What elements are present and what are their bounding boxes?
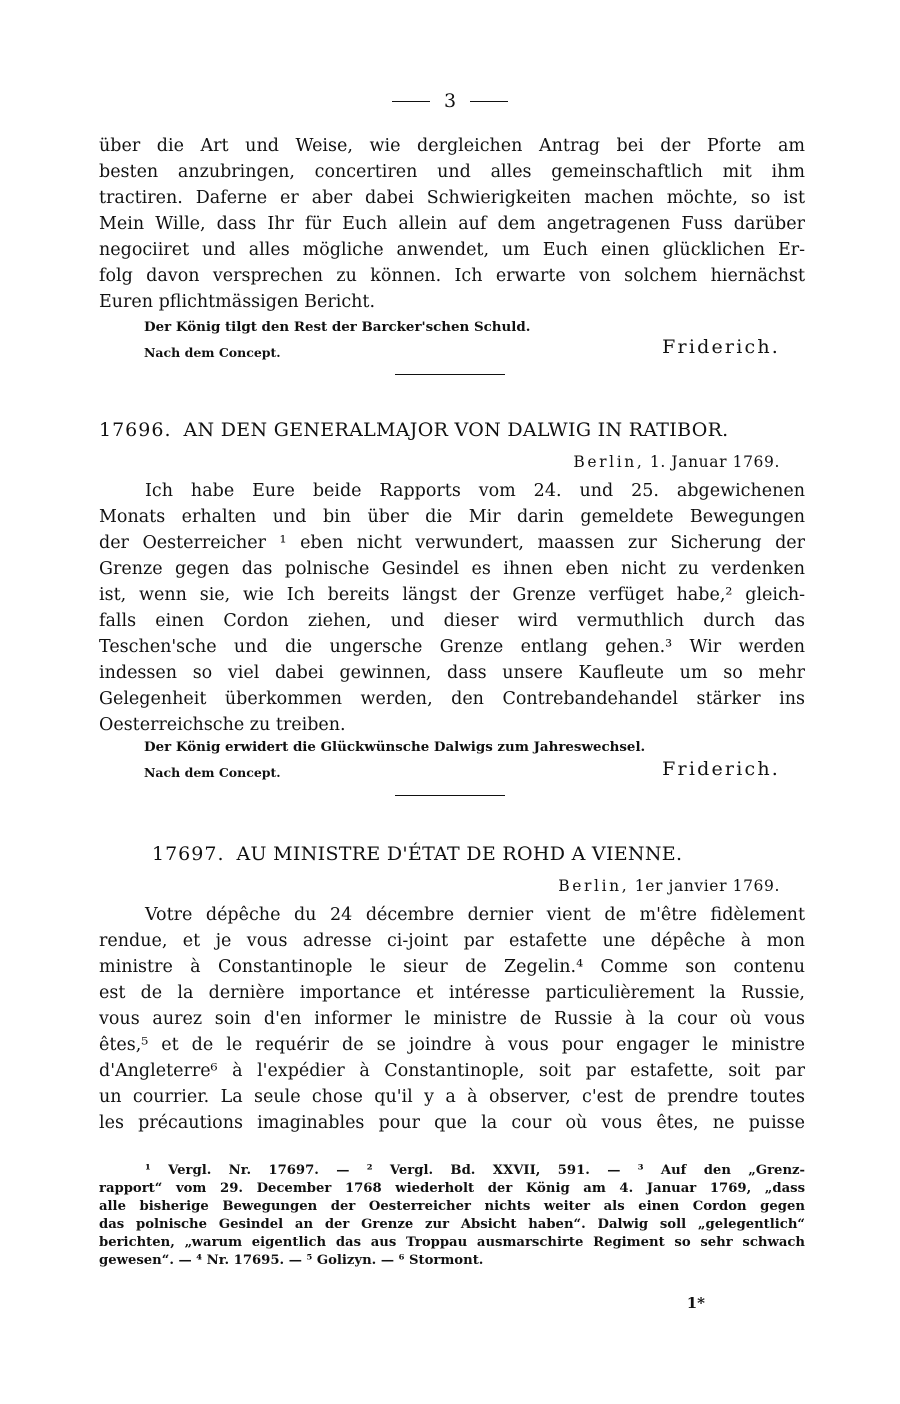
text-line: Votre dépêche du 24 décembre dernier vient de m'être fidèlement [145, 905, 805, 925]
text-line: der Oesterreicher ¹ eben nicht verwundert, maassen zur Sicherung der [99, 533, 805, 553]
signature: Friderich. [662, 336, 780, 358]
text-line: über die Art und Weise, wie dergleichen Antrag bei der Pforte am [99, 136, 805, 156]
footnotes [99, 1162, 805, 1270]
text-line: tractiren. Daferne er aber dabei Schwierigkeiten machen möchte, so ist [99, 188, 805, 208]
text-line: Grenze gegen das polnische Gesindel es ihnen eben nicht zu verdenken [99, 559, 805, 579]
source-note: Nach dem Concept. [144, 765, 281, 780]
sheet-signature-mark: 1* [686, 1294, 705, 1312]
text-line: est de la dernière importance et intéresse particulièrement la Russie, [99, 983, 805, 1003]
letter-title: AU MINISTRE D'ÉTAT DE ROHD A VIENNE. [236, 843, 683, 865]
date-place: Berlin, [558, 877, 630, 895]
letter-heading [152, 842, 682, 866]
letter-dateline [558, 876, 780, 896]
text-line: Gelegenheit überkommen werden, den Contrebandehandel stärker ins [99, 689, 805, 709]
section-divider [395, 374, 505, 375]
date-place: Berlin, [573, 453, 645, 471]
footnote-line: alle bisherige Bewegungen der Oesterreicher nichts weiter als einen Cordon gegen [99, 1199, 805, 1214]
text-line: un courrier. La seule chose qu'il y a à observer, c'est de prendre toutes [99, 1087, 805, 1107]
page-header [0, 88, 900, 114]
letter-body [99, 478, 805, 738]
letter-title: AN DEN GENERALMAJOR VON DALWIG IN RATIBOR. [183, 419, 729, 441]
text-line: Monats erhalten und bin über die Mir darin gemeldete Bewegungen [99, 507, 805, 527]
text-line: rendue, et je vous adresse ci-joint par estafette une dépêche à mon [99, 931, 805, 951]
text-line: vous aurez soin d'en informer le ministre de Russie à la cour où vous [99, 1009, 805, 1029]
text-line: ist, wenn sie, wie Ich bereits längst der Grenze verfüget habe,² gleich- [99, 585, 805, 605]
footnote-line: berichten, „warum eigentlich das aus Troppau ausmarschirte Regiment so sehr schwach [99, 1235, 805, 1250]
header-dash-left [392, 101, 430, 102]
editorial-note: Der König erwidert die Glückwünsche Dalwigs zum Jahreswechsel. [144, 739, 646, 755]
source-note: Nach dem Concept. [144, 345, 281, 360]
text-line: Euren pflichtmässigen Bericht. [99, 292, 376, 312]
footnote-line: ¹ Vergl. Nr. 17697. — ² Vergl. Bd. XXVII, 591. — ³ Auf den „Grenz- [145, 1163, 805, 1178]
letter-heading [99, 418, 729, 442]
text-line: folg davon versprechen zu können. Ich erwarte von solchem hiernächst [99, 266, 805, 286]
text-line: Mein Wille, dass Ihr für Euch allein auf dem angetragenen Fuss darüber [99, 214, 805, 234]
letter-number: 17697. [152, 843, 225, 865]
text-line: indessen so viel dabei gewinnen, dass unsere Kaufleute um so mehr [99, 663, 805, 683]
text-line: les précautions imaginables pour que la cour où vous êtes, ne puisse [99, 1113, 805, 1133]
text-line: besten anzubringen, concertiren und alles gemeinschaftlich mit ihm [99, 162, 805, 182]
editorial-note: Der König tilgt den Rest der Barcker'schen Schuld. [144, 319, 531, 335]
signature: Friderich. [662, 758, 780, 780]
footnote-line: gewesen“. — ⁴ Nr. 17695. — ⁵ Golizyn. — ⁶ Stormont. [99, 1253, 484, 1268]
letter-dateline [573, 452, 780, 472]
text-line: Teschen'sche und die ungersche Grenze entlang gehen.³ Wir werden [99, 637, 805, 657]
section-divider [395, 795, 505, 796]
page-number: 3 [443, 90, 457, 112]
footnote-line: das polnische Gesindel an der Grenze zur Absicht haben“. Dalwig soll „gelegentlich“ [99, 1217, 805, 1232]
text-line: Oesterreichsche zu treiben. [99, 715, 346, 735]
text-line: Ich habe Eure beide Rapports vom 24. und 25. abgewichenen [145, 481, 805, 501]
text-line: êtes,⁵ et de le requérir de se joindre à vous pour engager le ministre [99, 1035, 805, 1055]
text-line: ministre à Constantinople le sieur de Zegelin.⁴ Comme son contenu [99, 957, 805, 977]
date-value: 1. Januar 1769. [649, 453, 780, 471]
text-line: d'Angleterre⁶ à l'expédier à Constantinople, soit par estafette, soit par [99, 1061, 805, 1081]
header-dash-right [470, 101, 508, 102]
text-line: negociiret und alles mögliche anwendet, um Euch einen glücklichen Er- [99, 240, 805, 260]
letter-number: 17696. [99, 419, 172, 441]
text-line: falls einen Cordon ziehen, und dieser wird vermuthlich durch das [99, 611, 805, 631]
previous-letter-text [99, 133, 805, 315]
date-value: 1er janvier 1769. [634, 877, 780, 895]
footnote-line: rapport“ vom 29. December 1768 wiederholt der König am 4. Januar 1769, „dass [99, 1181, 805, 1196]
letter-body [99, 902, 805, 1136]
